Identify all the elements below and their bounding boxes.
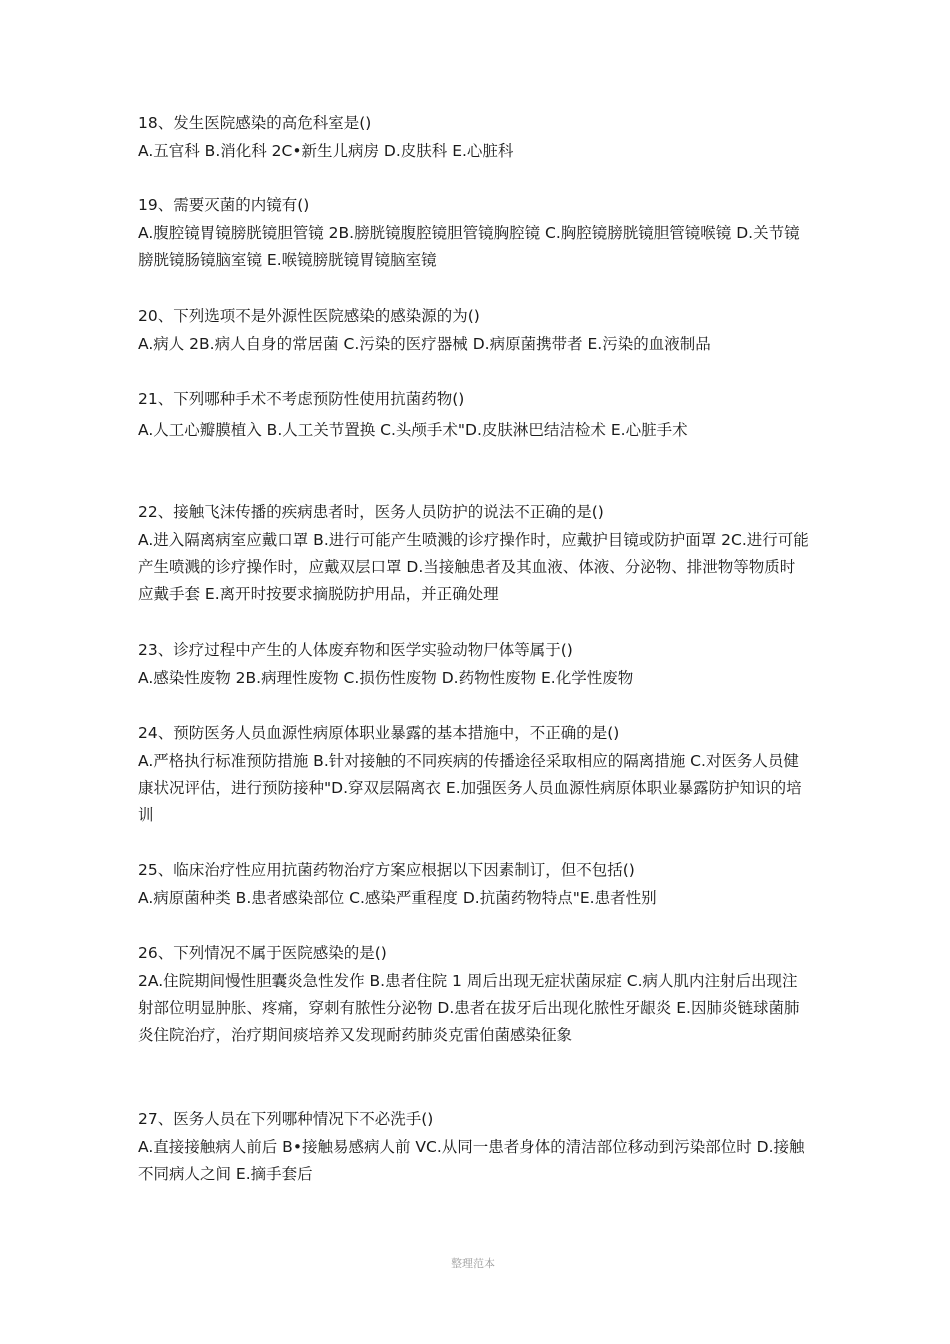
question-title: 25、临床治疗性应用抗菌药物治疗方案应根据以下因素制订，但不包括() [138,861,635,879]
question-options: A.严格执行标准预防措施 B.针对接触的不同疾病的传播途径采取相应的隔离措施 C.对医务人员健康状况评估，进行预防接种"D.穿双层隔离衣 E.加强医务人员血源性病原体职业暴露防护知识的培训 [138,752,802,824]
question-options: 2A.住院期间慢性胆囊炎急性发作 B.患者住院 1 周后出现无症状菌尿症 C.病人肌内注射后出现注射部位明显肿胀、疼痛，穿刺有脓性分泌物 D.患者在拔牙后出现化脓性牙龈炎 E.因肺炎链球菌肺炎住院治疗，治疗期间痰培养又发现耐药肺炎克雷伯菌感染征象 [138,972,800,1044]
question-options: A.感染性废物 2B.病理性废物 C.损伤性废物 D.药物性废物 E.化学性废物 [138,669,634,687]
question-options: A.五官科 B.消化科 2C•新生儿病房 D.皮肤科 E.心脏科 [138,142,514,160]
question-options: A.直接接触病人前后 B•接触易感病人前 VC.从同一患者身体的清洁部位移动到污染部位时 D.接触不同病人之间 E.摘手套后 [138,1138,805,1183]
question-title: 23、诊疗过程中产生的人体废弃物和医学实验动物尸体等属于() [138,641,573,659]
question-20 [138,303,810,358]
question-25 [138,857,810,912]
question-23 [138,637,810,692]
question-options: A.腹腔镜胃镜膀胱镜胆管镜 2B.膀胱镜腹腔镜胆管镜胸腔镜 C.胸腔镜膀胱镜胆管镜喉镜 D.关节镜膀胱镜肠镜脑室镜 E.喉镜膀胱镜胃镜脑室镜 [138,224,800,269]
question-options: A.病人 2B.病人自身的常居菌 C.污染的医疗器械 D.病原菌携带者 E.污染的血液制品 [138,335,711,353]
question-title: 24、预防医务人员血源性病原体职业暴露的基本措施中，不正确的是() [138,724,620,742]
question-title: 21、下列哪种手术不考虑预防性使用抗菌药物() [138,390,465,408]
question-19 [138,192,810,274]
question-22 [138,499,810,608]
question-options: A.人工心瓣膜植入 B.人工关节置换 C.头颅手术"D.皮肤淋巴结洁检术 E.心脏手术 [138,421,688,439]
question-26 [138,940,810,1049]
question-21 [138,386,810,439]
question-title: 27、医务人员在下列哪种情况下不必洗手() [138,1110,434,1128]
question-title: 18、发生医院感染的高危科室是() [138,114,372,132]
question-24 [138,720,810,829]
question-27 [138,1106,810,1188]
question-options: A.病原菌种类 B.患者感染部位 C.感染严重程度 D.抗菌药物特点"E.患者性别 [138,889,657,907]
page-footer-watermark: 整理范本 [451,1257,495,1270]
question-18 [138,110,810,165]
question-title: 19、需要灭菌的内镜有() [138,196,310,214]
question-title: 20、下列选项不是外源性医院感染的感染源的为() [138,307,480,325]
question-title: 26、下列情况不属于医院感染的是() [138,944,387,962]
question-options: A.进入隔离病室应戴口罩 B.进行可能产生喷溅的诊疗操作时，应戴护目镜或防护面罩 2C.进行可能产生喷溅的诊疗操作时，应戴双层口罩 D.当接触患者及其血液、体液、分泌物、排泄物等物质时应戴手套 E.离开时按要求摘脱防护用品，并正确处理 [138,531,809,603]
question-title: 22、接触飞沫传播的疾病患者时，医务人员防护的说法不正确的是() [138,503,604,521]
